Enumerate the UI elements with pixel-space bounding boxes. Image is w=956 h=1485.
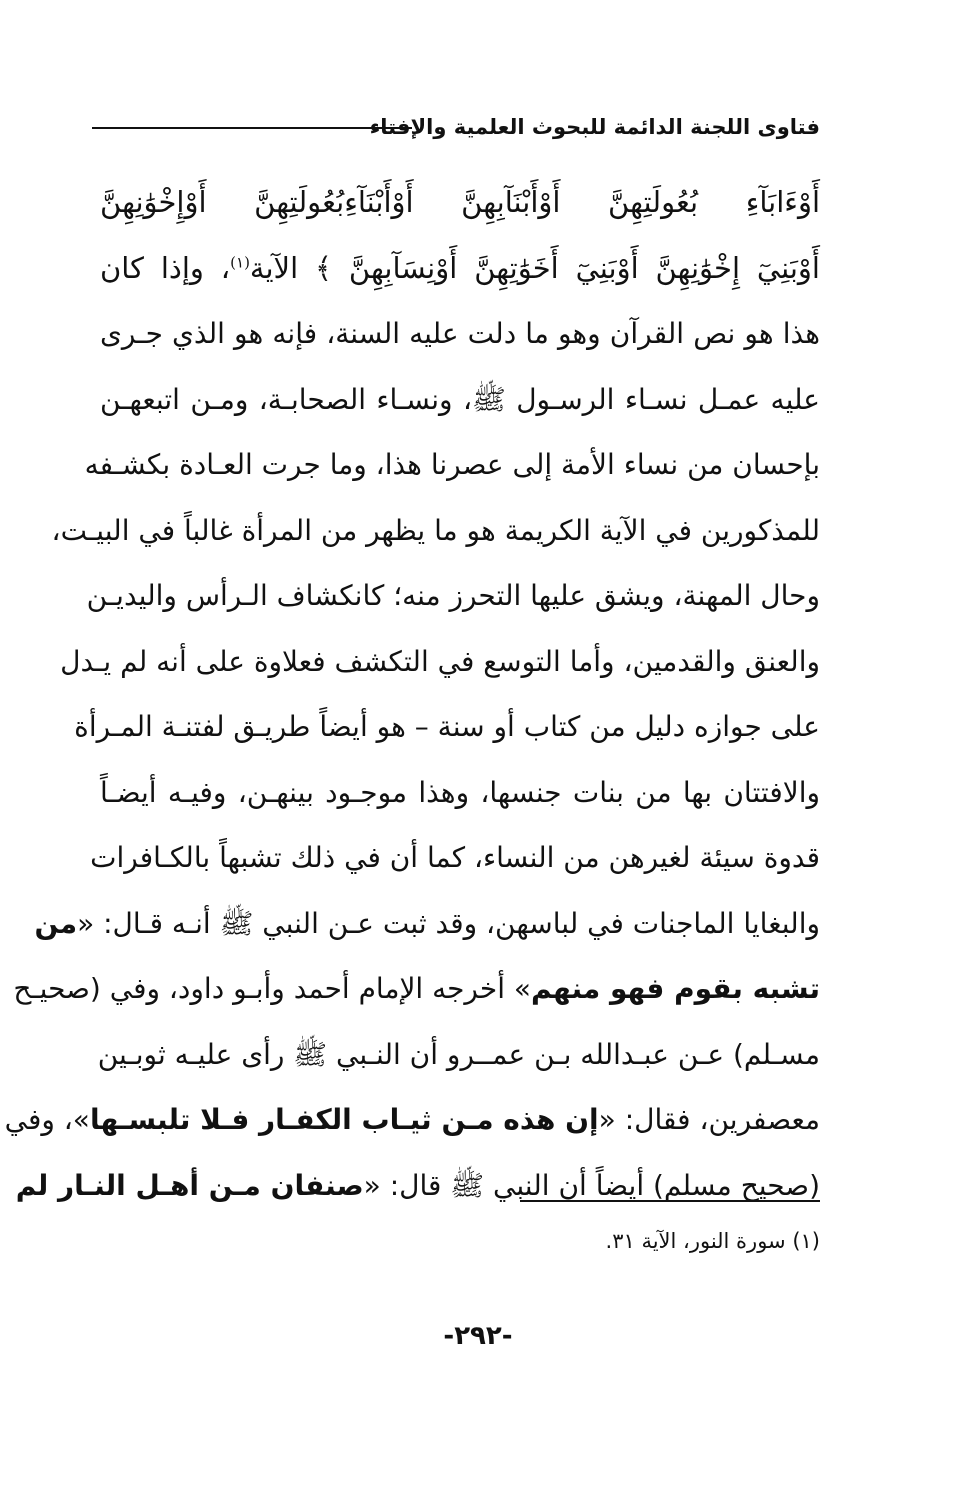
- body-line-text: » أخرجه الإمام أحمد وأبـو داود، وفي (صحيـح: [13, 972, 532, 1005]
- body-line: [97, 1022, 820, 1088]
- body-text: [4, 170, 820, 1218]
- body-line: [13, 956, 820, 1022]
- body-line: [86, 563, 820, 629]
- body-line: [100, 301, 820, 367]
- body-line-text: عليه عمـل نسـاء الرسـول ﷺ، ونسـاء الصحابـة، ومـن اتبعهـن: [100, 382, 820, 416]
- body-line-text: (صحيح مسلم) أيضاً أن النبي ﷺ قال: «: [363, 1168, 820, 1202]
- body-line-text: والافتتان بها من بنات جنسها، وهذا موجـود بينهـن، وفيـه أيضـاً: [100, 775, 820, 809]
- body-line-text: مسـلم) عـن عبـدالله بـن عمــرو أن النـبي ﷺ رأى عليـه ثوبـين: [97, 1037, 820, 1071]
- body-line: [34, 891, 820, 957]
- body-line: [15, 1153, 820, 1219]
- book-title: فتاوى اللجنة الدائمة للبحوث العلمية والإفتاء: [369, 115, 820, 139]
- body-line-text: وحال المهنة، ويشق عليها التحرز منه؛ كانكشاف الـرأس واليديـن: [86, 579, 820, 612]
- body-line: [74, 694, 820, 760]
- body-line-text: على جوازه دليل من كتاب أو سنة – هو أيضاً طريـق لفتنـة المـرأة: [74, 710, 820, 743]
- body-line: [100, 760, 820, 826]
- body-line-text: للمذكورين في الآية الكريمة هو ما يظهر من المرأة غالباً في البيـت،: [51, 513, 820, 547]
- header-rule: [92, 127, 412, 129]
- hadith-text: من: [34, 906, 78, 940]
- running-header: [92, 112, 820, 152]
- page-number: -٢٩٢-: [443, 1321, 513, 1351]
- body-line-text: معصفرين، فقال: «: [598, 1103, 820, 1136]
- body-line-text: »، وفي: [4, 1103, 90, 1136]
- hadith-text: صنفان مـن أهـل النـار لم: [15, 1168, 364, 1202]
- body-line-text: هذا هو نص القرآن وهو ما دلت عليه السنة، فإنه هو الذي جـرى: [100, 317, 820, 350]
- quran-verse-line: [100, 236, 820, 302]
- body-line: [100, 367, 820, 433]
- hadith-text: إن هذه مـن ثيـاب الكفـار فـلا تلبسـها: [89, 1103, 599, 1136]
- body-line-text: والعنق والقدمين، وأما التوسع في التكشف فعلاوة على أنه لم يـدل: [60, 644, 820, 678]
- body-line: [60, 629, 820, 695]
- body-line-text: ، وإذا كان: [100, 250, 231, 285]
- body-line: [90, 825, 820, 891]
- body-line: [4, 1087, 820, 1153]
- hadith-text: تشبه بقوم فهو منهم: [531, 972, 820, 1005]
- quran-verse-line: [100, 170, 820, 236]
- footnote: (١) سورة النور، الآية ٣١.: [605, 1229, 820, 1253]
- body-line-text: بإحسان من نساء الأمة إلى عصرنا هذا، وما جرت العـادة بكشـفه: [84, 448, 820, 481]
- footnote-separator: [520, 1200, 820, 1202]
- quran-verse-text: أَوْبَنِيٓ إِخْوَٰنِهِنَّ أَوْبَنِيٓ أَخَوَٰتِهِنَّ أَوْنِسَآبِهِنَّ ﴾ الآية: [249, 250, 820, 285]
- quran-verse-text: أَوْءَابَآءِ بُعُولَتِهِنَّ أَوْأَبْنَآبِهِنَّ أَوْأَبْنَآءِبُعُولَتِهِنَّ أَوْإِخْوَٰنِهِنَّ: [100, 185, 820, 219]
- body-line-text: قدوة سيئة لغيرهن من النساء، كما أن في ذلك تشبهاً بالكـافرات: [90, 841, 820, 874]
- body-line: [51, 498, 820, 564]
- body-line-text: والبغايا الماجنات في لباسهن، وقد ثبت عـن النبي ﷺ أنـه قـال: «: [77, 906, 820, 940]
- footnote-reference: (١): [230, 252, 250, 271]
- body-line: [84, 432, 820, 498]
